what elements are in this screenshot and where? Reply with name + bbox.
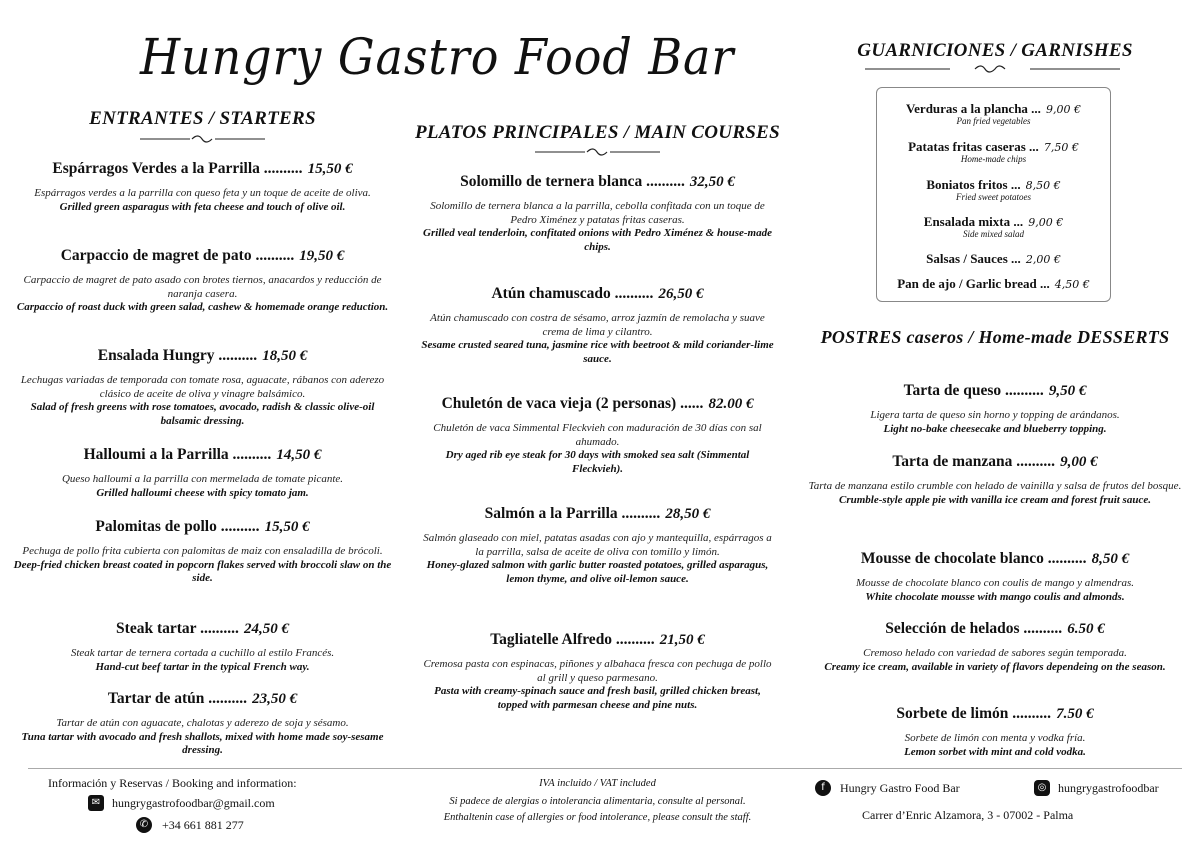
- menu-item: [405, 629, 790, 712]
- item-description-en: Grilled green asparagus with feta cheese and touch of olive oil.: [59, 200, 346, 213]
- item-description-en: White chocolate mousse with mango coulis and almonds.: [865, 590, 1125, 603]
- menu-item: [0, 245, 405, 315]
- item-price: 28,50 €: [665, 506, 711, 522]
- item-price: 6.50 €: [1067, 621, 1105, 637]
- garnish-item: [876, 98, 1111, 126]
- garnish-subtitle: Fried sweet potatoes: [956, 192, 1031, 202]
- garnish-item: [876, 211, 1111, 239]
- item-price: 15,50 €: [264, 519, 310, 535]
- item-name: Tarta de queso ..........: [903, 382, 1044, 399]
- item-description-es: Mousse de chocolate blanco con coulis de mango y almendras.: [856, 577, 1134, 589]
- item-name: Atún chamuscado ..........: [491, 285, 654, 302]
- item-name: Salmón a la Parrilla ..........: [484, 505, 661, 522]
- item-name: Chuletón de vaca vieja (2 personas) ......: [441, 395, 704, 412]
- garnish-item: [876, 174, 1111, 202]
- footer-divider: [28, 768, 1182, 769]
- mains-title: PLATOS PRINCIPALES / MAIN COURSES: [414, 122, 781, 143]
- desserts-title: POSTRES caseros / Home-made DESSERTS: [820, 327, 1170, 347]
- menu-item: [790, 380, 1200, 436]
- garnish-subtitle: Side mixed salad: [963, 229, 1024, 239]
- menu-item: [0, 516, 405, 586]
- instagram-icon: ◎: [1034, 780, 1050, 796]
- item-description-es: Carpaccio de magret de pato asado con brotes tiernos, anacardos y reducción de naranja casera.: [23, 274, 382, 300]
- item-name: Carpaccio de magret de pato ..........: [60, 247, 295, 264]
- item-description-es: Sorbete de limón con menta y vodka fría.: [904, 732, 1086, 744]
- garnish-name: Pan de ajo / Garlic bread ...: [897, 276, 1050, 291]
- item-description-en: Carpaccio of roast duck with green salad, cashew & homemade orange reduction.: [16, 301, 389, 313]
- item-name: Tarta de manzana ..........: [892, 453, 1056, 470]
- menu-item: [0, 345, 405, 428]
- envelope-icon: ✉: [88, 795, 104, 811]
- allergy-note-es: Si padece de alergias o intolerancia alimentaria, consulte al personal.: [449, 796, 746, 807]
- item-name: Sorbete de limón ..........: [896, 705, 1051, 722]
- item-description-en: Grilled veal tenderloin, confitated onions with Pedro Ximénez & house-made chips.: [423, 227, 772, 253]
- garnish-price: 9,00 €: [1046, 103, 1082, 116]
- garnish-name: Salsas / Sauces ...: [926, 251, 1021, 266]
- menu-item: [790, 451, 1200, 507]
- item-description-en: Creamy ice cream, available in variety of flavors dependeing on the season.: [824, 660, 1166, 673]
- item-description-es: Chuletón de vaca Simmental Fleckvieh con maduración de 30 días con sal ahumado.: [433, 422, 762, 448]
- item-description-es: Espárragos verdes a la parrilla con queso feta y un toque de aceite de oliva.: [34, 187, 371, 199]
- item-name: Mousse de chocolate blanco ..........: [860, 550, 1087, 567]
- garnish-item: [876, 273, 1111, 291]
- menu-item: [405, 393, 790, 476]
- item-price: 24,50 €: [243, 621, 289, 637]
- email-link[interactable]: hungrygastrofoodbar@gmail.com: [112, 796, 275, 810]
- item-description-es: Cremosa pasta con espinacas, piñones y albahaca fresca con pechuga de pollo al grill y queso parmesano.: [423, 658, 772, 684]
- menu-item: [0, 158, 405, 214]
- item-price: 7.50 €: [1056, 706, 1094, 722]
- garnishes-title: GUARNICIONES / GARNISHES: [857, 40, 1133, 61]
- item-price: 19,50 €: [299, 248, 345, 264]
- garnish-price: 4,50 €: [1054, 278, 1090, 291]
- item-name: Tagliatelle Alfredo ..........: [490, 631, 655, 648]
- garnish-subtitle: Pan fried vegetables: [956, 116, 1031, 126]
- address: Carrer d’Enric Alzamora, 3 - 07002 - Palma: [862, 808, 1074, 822]
- item-description-en: Grilled halloumi cheese with spicy tomato jam.: [96, 486, 309, 499]
- menu-item: [405, 283, 790, 366]
- item-description-es: Tartar de atún con aguacate, chalotas y aderezo de soja y sésamo.: [56, 717, 349, 729]
- facebook-link[interactable]: Hungry Gastro Food Bar: [840, 781, 960, 795]
- garnish-subtitle: Home-made chips: [960, 154, 1027, 164]
- item-price: 26,50 €: [658, 286, 704, 302]
- item-price: 32,50 €: [689, 174, 735, 190]
- item-name: Ensalada Hungry ..........: [97, 347, 258, 364]
- item-price: 21,50 €: [659, 632, 705, 648]
- garnish-name: Boniatos fritos ...: [926, 177, 1021, 192]
- starters-title: ENTRANTES / STARTERS: [89, 108, 316, 129]
- item-description-en: Lemon sorbet with mint and cold vodka.: [904, 745, 1086, 758]
- item-description-en: Crumble-style apple pie with vanilla ice cream and forest fruit sauce.: [839, 493, 1151, 506]
- item-description-es: Steak tartar de ternera cortada a cuchillo al estilo Francés.: [70, 647, 335, 659]
- item-description-es: Atún chamuscado con costra de sésamo, arroz jazmín de remolacha y suave crema de lima y cilantro.: [430, 312, 765, 338]
- garnish-item: [876, 248, 1111, 266]
- menu-item: [0, 688, 405, 758]
- menu-item: [790, 618, 1200, 674]
- facebook-icon: f: [815, 780, 831, 796]
- item-description-en: Pasta with creamy-spinach sauce and fresh basil, grilled chicken breast, topped with parmesan cheese and pine nuts.: [434, 685, 761, 711]
- item-description-en: Light no-bake cheesecake and blueberry topping.: [883, 422, 1107, 435]
- item-description-es: Pechuga de pollo frita cubierta con palomitas de maiz con ensaladilla de brócoli.: [22, 545, 383, 557]
- menu-item: [790, 548, 1200, 604]
- item-description-es: Queso halloumi a la parrilla con mermelada de tomate picante.: [61, 473, 344, 485]
- item-name: Espárragos Verdes a la Parrilla ..........: [52, 160, 303, 177]
- item-price: 9,00 €: [1060, 454, 1098, 470]
- item-description-es: Lechugas variadas de temporada con tomate rosa, aguacate, rábanos con aderezo clásico de aceite de oliva y vinagre balsámico.: [20, 374, 385, 400]
- item-description-es: Tarta de manzana estilo crumble con helado de vainilla y salsa de frutos del bosque.: [808, 480, 1182, 492]
- garnish-price: 2,00 €: [1025, 253, 1061, 266]
- item-price: 23,50 €: [252, 691, 298, 707]
- restaurant-name: Hungry Gastro Food Bar: [140, 28, 735, 86]
- menu-item: [0, 444, 405, 500]
- garnish-price: 9,00 €: [1028, 216, 1064, 229]
- phone-link[interactable]: +34 661 881 277: [162, 818, 244, 832]
- garnish-price: 8,50 €: [1025, 179, 1061, 192]
- item-description-en: Sesame crusted seared tuna, jasmine rice with beetroot & mild coriander-lime sauce.: [421, 339, 774, 365]
- garnish-name: Ensalada mixta ...: [923, 214, 1024, 229]
- item-price: 9,50 €: [1048, 383, 1087, 399]
- item-name: Tartar de atún ..........: [107, 690, 247, 707]
- item-price: 15,50 €: [307, 161, 353, 177]
- item-description-es: Ligera tarta de queso sin horno y topping de arándanos.: [870, 409, 1120, 421]
- item-price: 82.00 €: [708, 396, 754, 412]
- menu-item: [0, 618, 405, 674]
- garnish-price: 7,50 €: [1043, 141, 1079, 154]
- item-name: Steak tartar ..........: [116, 620, 239, 637]
- ornament-divider-icon: [0, 132, 405, 146]
- menu-item: [405, 171, 790, 254]
- booking-info-label: Información y Reservas / Booking and information:: [48, 776, 297, 790]
- garnish-name: Patatas fritas caseras ...: [908, 139, 1039, 154]
- item-name: Palomitas de pollo ..........: [95, 518, 260, 535]
- item-name: Selección de helados ..........: [885, 620, 1063, 637]
- ornament-divider-icon: [405, 145, 790, 159]
- item-price: 18,50 €: [262, 348, 308, 364]
- instagram-link[interactable]: hungrygastrofoodbar: [1058, 781, 1159, 795]
- item-description-en: Salad of fresh greens with rose tomatoes, avocado, radish & classic olive-oil balsamic dressing.: [30, 401, 375, 427]
- item-description-en: Deep-fried chicken breast coated in popcorn flakes served with broccoli slaw on the side.: [13, 558, 392, 584]
- item-description-es: Solomillo de ternera blanca a la parrilla, cebolla confitada con un toque de Pedro Ximénez y patatas fritas caseras.: [430, 200, 765, 226]
- allergy-note-en: Enthaltenin case of allergies or food intolerance, please consult the staff.: [443, 812, 752, 823]
- item-name: Halloumi a la Parrilla ..........: [83, 446, 272, 463]
- menu-item: [790, 703, 1200, 759]
- garnish-name: Verduras a la plancha ...: [905, 101, 1041, 116]
- item-price: 8,50 €: [1091, 551, 1130, 567]
- item-description-en: Dry aged rib eye steak for 30 days with smoked sea salt (Simmental Fleckvieh).: [445, 449, 750, 475]
- ornament-divider-icon: [790, 62, 1200, 76]
- item-description-en: Honey-glazed salmon with garlic butter roasted potatoes, grilled asparagus, lemon thyme, and olive oil-lemon sauce.: [426, 559, 769, 585]
- item-name: Solomillo de ternera blanca ..........: [460, 173, 685, 190]
- item-description-es: Cremoso helado con variedad de sabores según temporada.: [863, 647, 1127, 659]
- item-description-en: Hand-cut beef tartar in the typical French way.: [95, 660, 310, 673]
- phone-icon: ✆: [136, 817, 152, 833]
- garnish-item: [876, 136, 1111, 164]
- vat-note: IVA incluido / VAT included: [539, 778, 656, 789]
- item-description-es: Salmón glaseado con miel, patatas asadas con ajo y mantequilla, espárragos a la parrilla, salsa de aceite de oliva con tomillo y limón.: [423, 532, 772, 558]
- item-price: 14,50 €: [276, 447, 322, 463]
- menu-item: [405, 503, 790, 586]
- item-description-en: Tuna tartar with avocado and fresh shallots, mixed with home made soy-sesame dressing.: [21, 730, 384, 756]
